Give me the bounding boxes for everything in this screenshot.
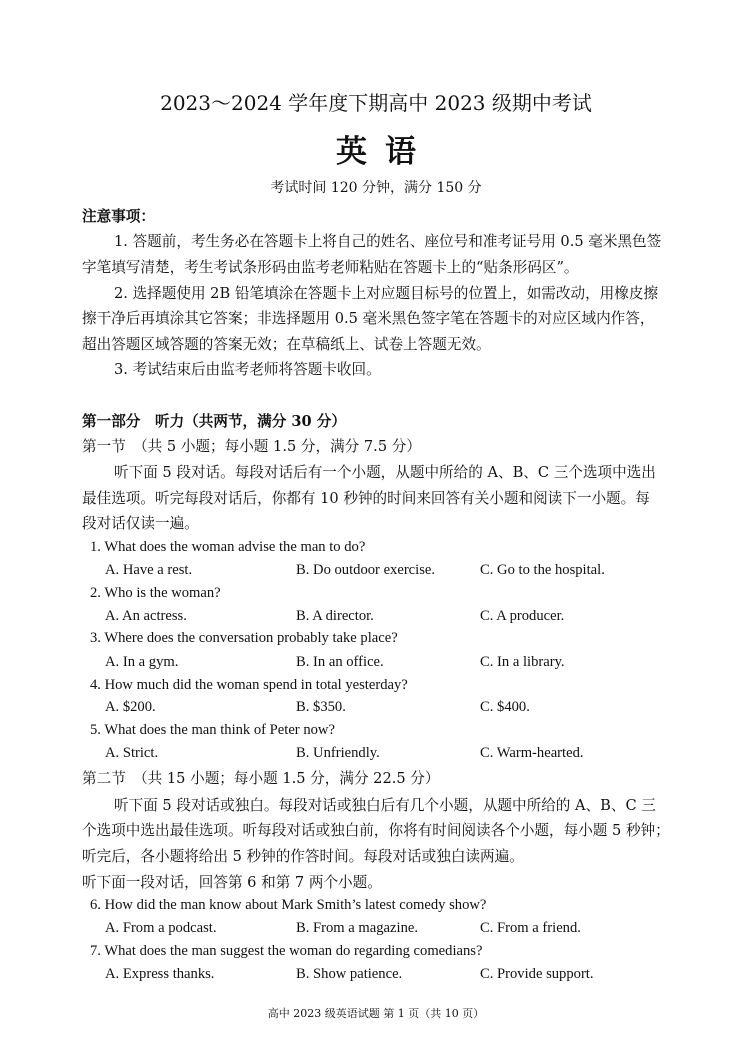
option-a: A. $200. — [105, 699, 156, 715]
exam-title: 2023～2024 学年度下期高中 2023 级期中考试 — [160, 91, 592, 115]
question-stem: 6. How did the man know about Mark Smith’s latest comedy show? — [90, 897, 487, 913]
option-c: C. Go to the hospital. — [480, 562, 605, 578]
option-a: A. Strict. — [105, 745, 159, 761]
notice-line: 2. 选择题使用 2B 铅笔填涂在答题卡上对应题目标号的位置上，如需改动，用橡皮擦 — [114, 285, 659, 302]
question-stem: 5. What does the man think of Peter now? — [90, 722, 335, 738]
section1-heading: 第一节 （共 5 小题；每小题 1.5 分，满分 7.5 分） — [82, 438, 421, 455]
option-c: C. From a friend. — [480, 920, 581, 936]
option-a: A. Express thanks. — [105, 966, 215, 982]
question-stem: 4. How much did the woman spend in total yesterday? — [90, 677, 408, 693]
option-b: B. Show patience. — [296, 966, 403, 982]
option-a: A. From a podcast. — [105, 920, 217, 936]
option-c: C. A producer. — [480, 608, 565, 624]
section2-instruction: 听下面 5 段对话或独白。每段对话或独白后有几个小题，从题中所给的 A、B、C 三 — [114, 797, 656, 814]
option-a: A. In a gym. — [105, 654, 179, 670]
section1-instruction: 最佳选项。听完每段对话后，你都有 10 秒钟的时间来回答有关小题和阅读下一小题。每 — [82, 490, 650, 507]
section1-instruction: 段对话仅读一遍。 — [82, 515, 199, 532]
option-b: B. Unfriendly. — [296, 745, 380, 761]
option-c: C. Warm-hearted. — [480, 745, 584, 761]
notice-line: 1. 答题前，考生务必在答题卡上将自己的姓名、座位号和准考证号用 0.5 毫米黑色签 — [114, 233, 662, 250]
notice-line: 擦干净后再填涂其它答案；非选择题用 0.5 毫米黑色签字笔在答题卡的对应区域内作答， — [82, 310, 655, 327]
page-footer: 高中 2023 级英语试题 第 1 页（共 10 页） — [267, 1007, 485, 1020]
question-stem: 3. Where does the conversation probably take place? — [90, 630, 398, 646]
part1-heading: 第一部分 听力（共两节，满分 30 分） — [82, 413, 346, 430]
option-c: C. $400. — [480, 699, 530, 715]
notice-line: 3. 考试结束后由监考老师将答题卡收回。 — [114, 361, 381, 378]
option-c: C. Provide support. — [480, 966, 594, 982]
question-stem: 7. What does the man suggest the woman do regarding comedians? — [90, 943, 483, 959]
option-a: A. Have a rest. — [105, 562, 193, 578]
option-b: B. $350. — [296, 699, 346, 715]
option-b: B. From a magazine. — [296, 920, 418, 936]
option-a: A. An actress. — [105, 608, 187, 624]
section2-heading: 第二节 （共 15 小题；每小题 1.5 分，满分 22.5 分） — [82, 770, 440, 787]
exam-info: 考试时间 120 分钟，满分 150 分 — [270, 180, 482, 196]
option-b: B. In an office. — [296, 654, 384, 670]
section2-sub-instruction: 听下面一段对话，回答第 6 和第 7 两个小题。 — [82, 874, 382, 891]
section2-instruction: 听完后，各小题将给出 5 秒钟的作答时间。每段对话或独白读两遍。 — [82, 848, 524, 865]
question-stem: 2. Who is the woman? — [90, 585, 221, 601]
subject-title: 英语 — [336, 134, 434, 170]
option-b: B. Do outdoor exercise. — [296, 562, 436, 578]
option-b: B. A director. — [296, 608, 374, 624]
notice-line: 超出答题区域答题的答案无效；在草稿纸上、试卷上答题无效。 — [82, 336, 491, 353]
question-stem: 1. What does the woman advise the man to do? — [90, 539, 366, 555]
option-c: C. In a library. — [480, 654, 565, 670]
section1-instruction: 听下面 5 段对话。每段对话后有一个小题，从题中所给的 A、B、C 三个选项中选出 — [114, 464, 656, 481]
notice-heading: 注意事项： — [82, 208, 155, 225]
notice-line: 字笔填写清楚，考生考试条形码由监考老师粘贴在答题卡上的“贴条形码区”。 — [82, 259, 579, 276]
section2-instruction: 个选项中选出最佳选项。听每段对话或独白前，你将有时间阅读各个小题，每小题 5 秒钟； — [82, 822, 670, 839]
